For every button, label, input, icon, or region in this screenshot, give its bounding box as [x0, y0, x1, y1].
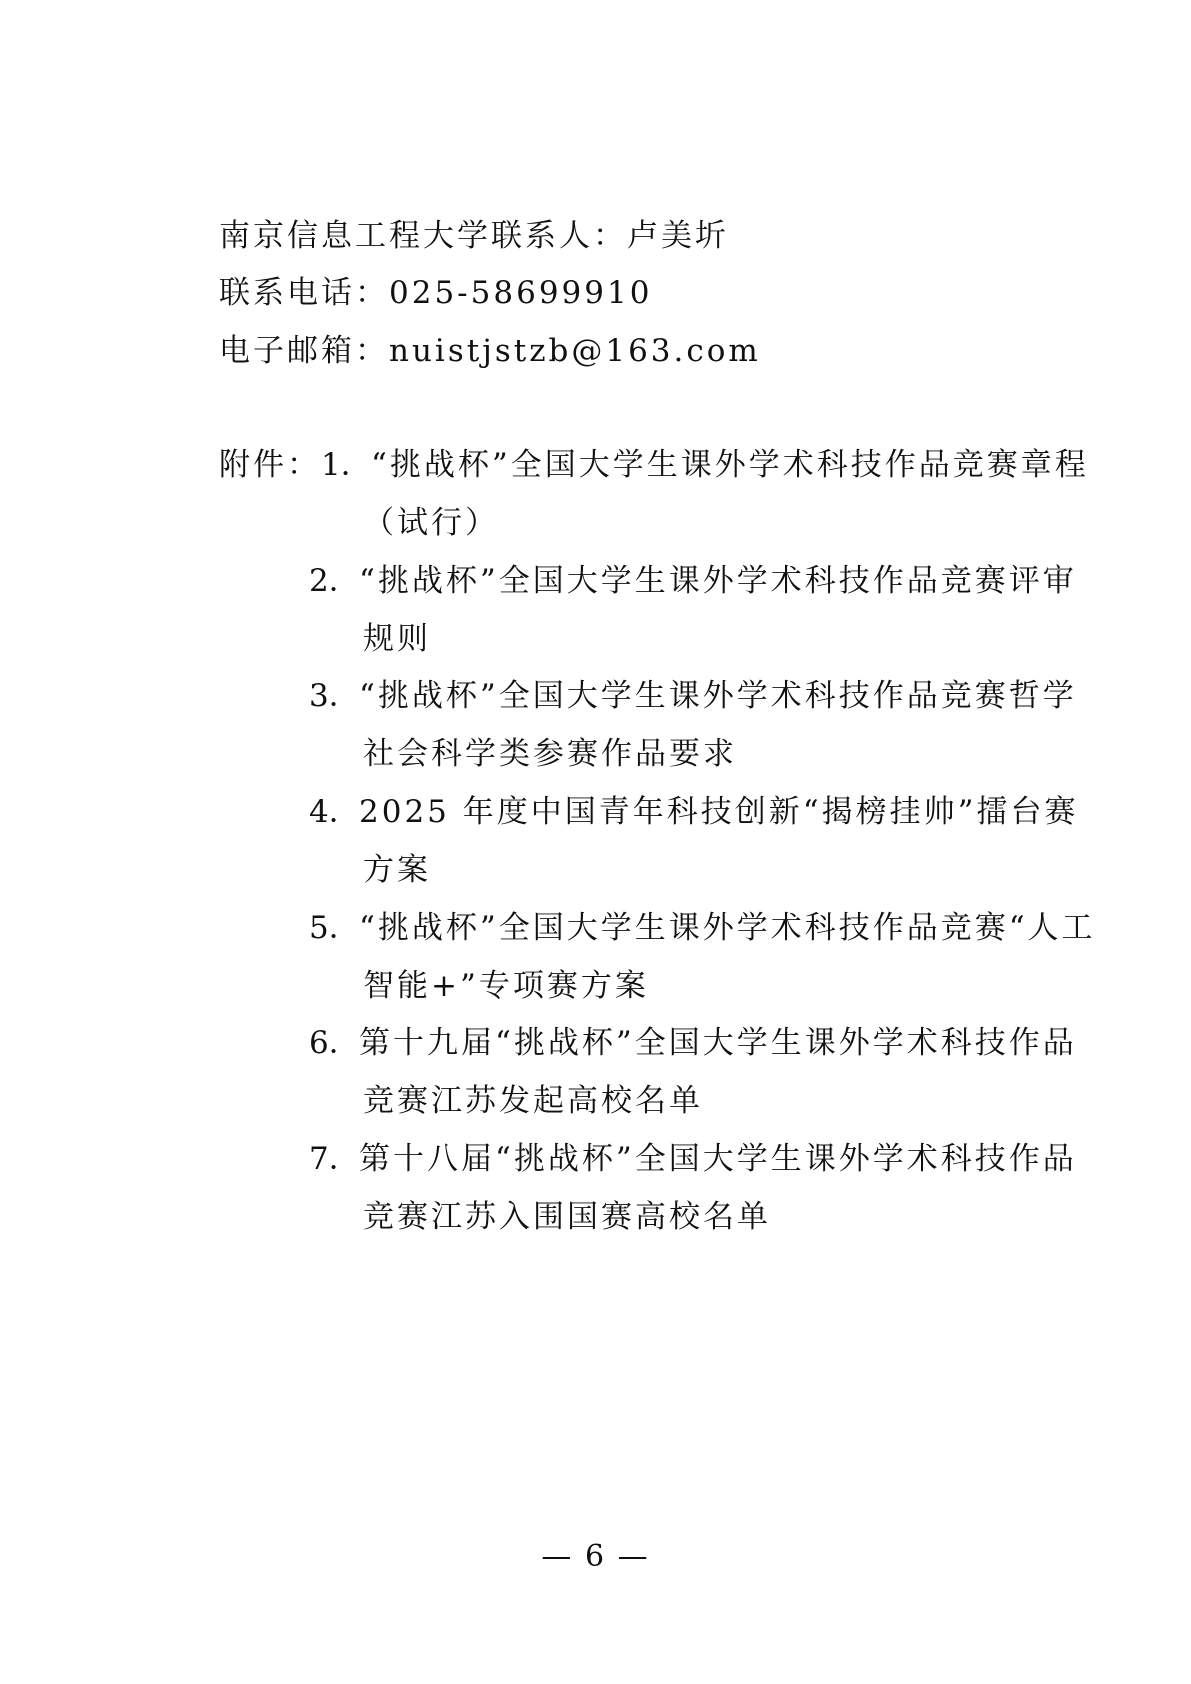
- contact-email: 电子邮箱：nuistjstzb@163.com: [219, 333, 761, 369]
- attachment-number: 3．: [309, 678, 360, 714]
- attachment-title-continuation: 社会科学类参赛作品要求: [363, 736, 737, 772]
- attachment-title-line: “挑战杯”全国大学生课外学术科技作品竞赛哲学: [359, 678, 1077, 714]
- attachment-item-1: [219, 445, 1089, 485]
- attachment-item-2: [309, 561, 1077, 601]
- attachment-title-continuation: 智能+”专项赛方案: [363, 968, 649, 1004]
- attachment-item-4: [309, 792, 1078, 832]
- attachment-title-continuation: 规则: [363, 621, 431, 657]
- attachment-number: 1．: [321, 447, 372, 483]
- attachment-number: 7．: [309, 1141, 360, 1177]
- attachment-title-continuation: 竞赛江苏入围国赛高校名单: [363, 1199, 771, 1235]
- attachment-number: 2．: [309, 563, 360, 599]
- attachment-title-line: “挑战杯”全国大学生课外学术科技作品竞赛评审: [359, 563, 1077, 599]
- attachment-title-line: 第十九届“挑战杯”全国大学生课外学术科技作品: [359, 1025, 1077, 1061]
- attachments-prefix: 附件：: [219, 447, 321, 483]
- attachment-title-line: 第十八届“挑战杯”全国大学生课外学术科技作品: [359, 1141, 1077, 1177]
- contact-person: 南京信息工程大学联系人：卢美圻: [219, 218, 729, 254]
- attachment-number: 4．: [309, 794, 360, 830]
- attachment-item-5: [309, 908, 1096, 948]
- attachment-item-6: [309, 1023, 1077, 1063]
- attachment-title-continuation: 竞赛江苏发起高校名单: [363, 1083, 703, 1119]
- contact-phone: 联系电话：025-58699910: [219, 275, 653, 311]
- attachment-title-line: “挑战杯”全国大学生课外学术科技作品竞赛“人工: [359, 910, 1096, 946]
- attachment-title-line: “挑战杯”全国大学生课外学术科技作品竞赛章程: [371, 447, 1089, 483]
- attachment-title-continuation: 方案: [363, 852, 431, 888]
- attachment-number: 5．: [309, 910, 360, 946]
- page-number: — 6 —: [541, 1539, 650, 1574]
- attachment-title-line: 2025 年度中国青年科技创新“揭榜挂帅”擂台赛: [359, 794, 1079, 830]
- attachment-item-3: [309, 676, 1077, 716]
- attachment-title-continuation: （试行）: [363, 505, 499, 541]
- attachment-item-7: [309, 1139, 1077, 1179]
- attachment-number: 6．: [309, 1025, 360, 1061]
